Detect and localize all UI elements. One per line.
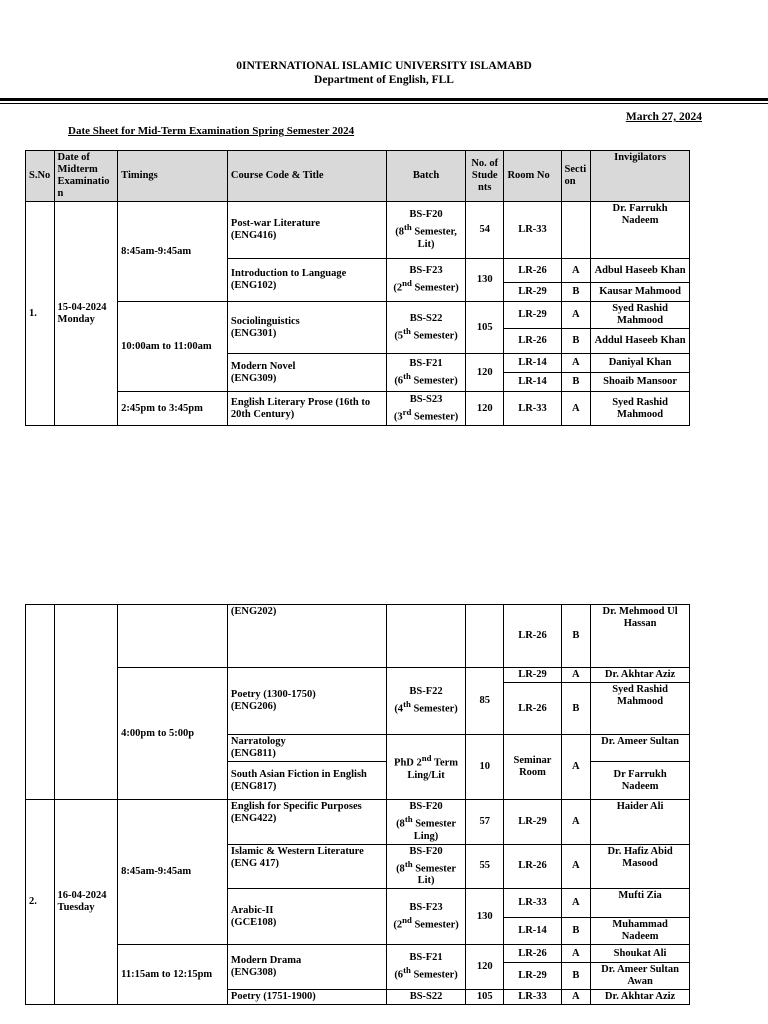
room-cell: LR-29 bbox=[504, 800, 561, 845]
section-cell: B bbox=[561, 918, 591, 945]
course-cell: English for Specific Purposes (ENG422) bbox=[227, 800, 386, 845]
invigilator-cell: Addul Haseeb Khan bbox=[591, 329, 690, 354]
course-cell: Introduction to Language (ENG102) bbox=[227, 259, 386, 302]
batch-cell: BS-F20 (8th Semester, Lit) bbox=[387, 202, 466, 259]
students-cell: 10 bbox=[466, 735, 504, 800]
room-cell: Seminar Room bbox=[504, 735, 561, 800]
section-cell: B bbox=[561, 683, 591, 735]
batch-cell: BS-F23 (2nd Semester) bbox=[387, 259, 466, 302]
date-sheet-table-continued bbox=[25, 604, 690, 1005]
room-cell: LR-33 bbox=[504, 392, 561, 426]
table-row bbox=[26, 605, 690, 668]
students-cell: 57 bbox=[466, 800, 504, 845]
invigilator-cell: Syed Rashid Mahmood bbox=[591, 302, 690, 329]
invigilator-cell: Dr. Akhtar Aziz bbox=[591, 990, 690, 1005]
exam-date: 15-04-2024 bbox=[57, 301, 107, 313]
col-header-course: Course Code & Title bbox=[227, 151, 386, 202]
batch-cell: BS-S23 (3rd Semester) bbox=[387, 392, 466, 426]
section-cell: A bbox=[561, 844, 591, 889]
invigilator-cell: Haider Ali bbox=[591, 800, 690, 845]
invigilator-cell: Daniyal Khan bbox=[591, 354, 690, 373]
section-cell: B bbox=[561, 605, 591, 668]
section-cell: B bbox=[561, 329, 591, 354]
room-cell: LR-26 bbox=[504, 683, 561, 735]
invigilator-cell: Dr Farrukh Nadeem bbox=[591, 762, 690, 800]
invigilator-cell: Kausar Mahmood bbox=[591, 283, 690, 302]
table-row bbox=[26, 392, 690, 426]
course-cell: Poetry (1300-1750) (ENG206) bbox=[227, 668, 386, 735]
invigilator-cell: Mufti Zia bbox=[591, 889, 690, 918]
invigilator-cell: Shoukat Ali bbox=[591, 945, 690, 963]
section-cell: A bbox=[561, 392, 591, 426]
exam-date-cell bbox=[54, 202, 118, 426]
room-cell: LR-14 bbox=[504, 918, 561, 945]
section-cell: B bbox=[561, 963, 591, 990]
course-cell: Poetry (1751-1900) bbox=[227, 990, 386, 1005]
page-title: Date Sheet for Mid-Term Examination Spring Semester 2024 bbox=[68, 125, 355, 137]
timing-cell bbox=[118, 605, 228, 668]
exam-date-cell: 16-04-2024 Tuesday bbox=[54, 800, 118, 1005]
course-cell: Islamic & Western Literature (ENG 417) bbox=[227, 844, 386, 889]
room-cell: LR-29 bbox=[504, 283, 561, 302]
section-cell: B bbox=[561, 283, 591, 302]
section-cell: A bbox=[561, 354, 591, 373]
room-cell: LR-26 bbox=[504, 329, 561, 354]
timing-cell: 8:45am-9:45am bbox=[118, 800, 228, 945]
university-name: 0INTERNATIONAL ISLAMIC UNIVERSITY ISLAMABD bbox=[236, 60, 532, 72]
course-cell: Narratology (ENG811) bbox=[227, 735, 386, 762]
students-cell: 55 bbox=[466, 844, 504, 889]
batch-cell bbox=[387, 605, 466, 668]
table-row bbox=[26, 202, 690, 259]
invigilator-cell: Dr. Akhtar Aziz bbox=[591, 668, 690, 683]
batch-cell: BS-F20 (8th Semester Lit) bbox=[387, 844, 466, 889]
section-cell: B bbox=[561, 373, 591, 392]
col-header-sno: S.No bbox=[26, 151, 55, 202]
section-cell: A bbox=[561, 302, 591, 329]
timing-cell: 8:45am-9:45am bbox=[118, 202, 228, 302]
students-cell: 120 bbox=[466, 354, 504, 392]
students-cell: 54 bbox=[466, 202, 504, 259]
course-cell: Modern Drama (ENG308) bbox=[227, 945, 386, 990]
room-cell: LR-14 bbox=[504, 373, 561, 392]
col-header-room: Room No bbox=[504, 151, 561, 202]
header-rule bbox=[0, 98, 768, 101]
batch-cell: BS-S22 bbox=[387, 990, 466, 1005]
sno-cell: 1. bbox=[26, 202, 55, 426]
course-cell: Sociolinguistics (ENG301) bbox=[227, 302, 386, 354]
students-cell: 120 bbox=[466, 945, 504, 990]
invigilator-cell: Adbul Haseeb Khan bbox=[591, 259, 690, 283]
room-cell: LR-33 bbox=[504, 202, 561, 259]
timing-cell: 10:00am to 11:00am bbox=[118, 302, 228, 392]
table-row bbox=[26, 668, 690, 683]
room-cell: LR-26 bbox=[504, 259, 561, 283]
students-cell: 120 bbox=[466, 392, 504, 426]
col-header-section: Secti on bbox=[561, 151, 591, 202]
invigilator-cell: Dr. Hafiz Abid Masood bbox=[591, 844, 690, 889]
batch-cell: BS-S22 (5th Semester) bbox=[387, 302, 466, 354]
students-cell: 105 bbox=[466, 302, 504, 354]
sno-cell: 2. bbox=[26, 800, 55, 1005]
students-cell: 85 bbox=[466, 668, 504, 735]
section-cell bbox=[561, 202, 591, 259]
col-header-students: No. of Stude nts bbox=[466, 151, 504, 202]
col-header-timings: Timings bbox=[118, 151, 228, 202]
section-cell: A bbox=[561, 735, 591, 800]
room-cell: LR-26 bbox=[504, 844, 561, 889]
batch-cell: BS-F20 (8th Semester Ling) bbox=[387, 800, 466, 845]
date-sheet-table bbox=[25, 150, 690, 426]
invigilator-cell: Dr. Mehmood Ul Hassan bbox=[591, 605, 690, 668]
invigilator-cell: Dr. Ameer Sultan bbox=[591, 735, 690, 762]
invigilator-cell: Dr. Ameer Sultan Awan bbox=[591, 963, 690, 990]
invigilator-cell: Muhammad Nadeem bbox=[591, 918, 690, 945]
course-cell: Arabic-II (GCE108) bbox=[227, 889, 386, 945]
batch-cell: PhD 2nd Term Ling/Lit bbox=[387, 735, 466, 800]
issue-date: March 27, 2024 bbox=[625, 111, 702, 123]
room-cell: LR-14 bbox=[504, 354, 561, 373]
room-cell: LR-33 bbox=[504, 990, 561, 1005]
timing-cell: 4:00pm to 5:00p bbox=[118, 668, 228, 800]
room-cell: LR-29 bbox=[504, 302, 561, 329]
section-cell: A bbox=[561, 800, 591, 845]
section-cell: A bbox=[561, 668, 591, 683]
exam-date-cell bbox=[54, 605, 118, 800]
section-cell: A bbox=[561, 889, 591, 918]
batch-cell: BS-F21 (6th Semester) bbox=[387, 354, 466, 392]
invigilator-cell: Syed Rashid Mahmood bbox=[591, 392, 690, 426]
department-name: Department of English, FLL bbox=[314, 74, 454, 86]
sno-cell bbox=[26, 605, 55, 800]
table-row bbox=[26, 800, 690, 845]
students-cell: 130 bbox=[466, 889, 504, 945]
table-row bbox=[26, 302, 690, 329]
batch-cell: BS-F22 (4th Semester) bbox=[387, 668, 466, 735]
students-cell bbox=[466, 605, 504, 668]
invigilator-cell: Dr. Farrukh Nadeem bbox=[591, 202, 690, 259]
batch-cell: BS-F23 (2nd Semester) bbox=[387, 889, 466, 945]
timing-cell: 11:15am to 12:15pm bbox=[118, 945, 228, 1005]
batch-cell: BS-F21 (6th Semester) bbox=[387, 945, 466, 990]
col-header-invigilators: Invigilators bbox=[591, 151, 690, 202]
room-cell: LR-26 bbox=[504, 605, 561, 668]
section-cell: A bbox=[561, 259, 591, 283]
room-cell: LR-29 bbox=[504, 668, 561, 683]
course-cell: Post-war Literature (ENG416) bbox=[227, 202, 386, 259]
col-header-batch: Batch bbox=[387, 151, 466, 202]
timing-cell: 2:45pm to 3:45pm bbox=[118, 392, 228, 426]
col-header-date: Date of Midterm Examinatio n bbox=[54, 151, 118, 202]
exam-day: Monday bbox=[57, 313, 95, 325]
room-cell: LR-26 bbox=[504, 945, 561, 963]
section-cell: A bbox=[561, 990, 591, 1005]
course-cell: English Literary Prose (16th to 20th Century) bbox=[227, 392, 386, 426]
students-cell: 130 bbox=[466, 259, 504, 302]
table-header-row bbox=[26, 151, 690, 202]
course-cell: (ENG202) bbox=[227, 605, 386, 668]
header-rule-thin bbox=[0, 103, 768, 104]
students-cell: 105 bbox=[466, 990, 504, 1005]
room-cell: LR-33 bbox=[504, 889, 561, 918]
invigilator-cell: Shoaib Mansoor bbox=[591, 373, 690, 392]
course-cell: Modern Novel (ENG309) bbox=[227, 354, 386, 392]
room-cell: LR-29 bbox=[504, 963, 561, 990]
invigilator-cell: Syed Rashid Mahmood bbox=[591, 683, 690, 735]
table-row bbox=[26, 945, 690, 963]
section-cell: A bbox=[561, 945, 591, 963]
course-cell: South Asian Fiction in English (ENG817) bbox=[227, 762, 386, 800]
